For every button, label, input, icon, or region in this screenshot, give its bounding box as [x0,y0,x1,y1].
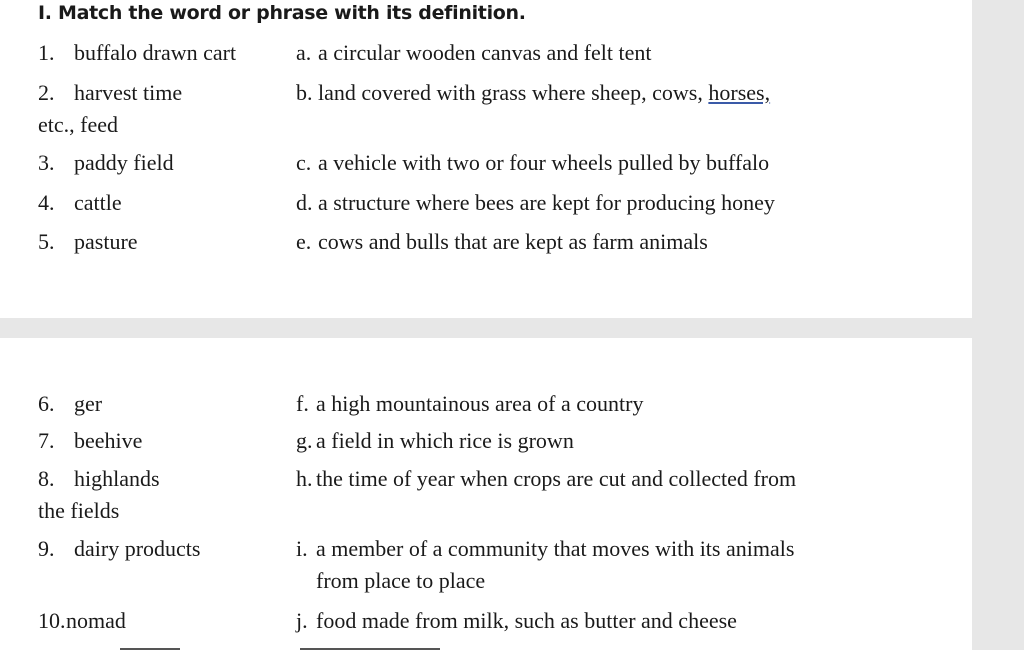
definition-continuation: the fields [38,498,120,523]
definition-letter: a. [296,40,312,65]
term-number: 2. [38,80,55,105]
definition-text: a circular wooden canvas and felt tent [318,40,652,65]
definition-continuation: from place to place [316,568,486,593]
term-text: harvest time [74,80,183,105]
definition-letter: b. [296,80,313,105]
definition-letter: h. [296,466,313,491]
definition-continuation: etc., feed [38,112,118,137]
definition-letter: g. [296,428,313,453]
term-number: 1. [38,40,55,65]
term-text: nomad [66,608,126,633]
term-text: cattle [74,190,122,215]
exercise-heading: I. Match the word or phrase with its definition. [38,2,526,24]
term-text: ger [74,391,103,416]
term-text: dairy products [74,536,201,561]
worksheet-page-bottom [0,338,972,650]
term-number: 9. [38,536,55,561]
definition-text-main: land covered with grass where sheep, cows, [318,80,703,105]
definition-text: a field in which rice is grown [316,428,574,453]
definition-text: cows and bulls that are kept as farm animals [318,229,708,254]
term-number: 5. [38,229,55,254]
term-text: highlands [74,466,160,491]
definition-text: the time of year when crops are cut and collected from [316,466,797,491]
term-number: 3. [38,150,55,175]
definition-text: food made from milk, such as butter and cheese [316,608,737,633]
definition-letter: f. [296,391,309,416]
term-text: pasture [74,229,138,254]
definition-letter: i. [296,536,308,561]
term-text: buffalo drawn cart [74,40,237,65]
term-number: 10. [38,608,66,633]
term-number: 6. [38,391,55,416]
definition-letter: d. [296,190,313,215]
term-number: 7. [38,428,55,453]
term-text: beehive [74,428,143,453]
definition-letter: c. [296,150,312,175]
definition-text: a vehicle with two or four wheels pulled by buffalo [318,150,770,175]
term-number: 4. [38,190,55,215]
definition-text: a high mountainous area of a country [316,391,644,416]
definition-text [318,80,770,106]
definition-text: a structure where bees are kept for producing honey [318,190,775,215]
term-text: paddy field [74,150,174,175]
definition-letter: e. [296,229,312,254]
worksheet-page-top [0,0,972,318]
definition-text: a member of a community that moves with its animals [316,536,795,561]
term-number: 8. [38,466,55,491]
underlined-word: horses, [708,80,771,105]
definition-letter: j. [296,608,308,633]
